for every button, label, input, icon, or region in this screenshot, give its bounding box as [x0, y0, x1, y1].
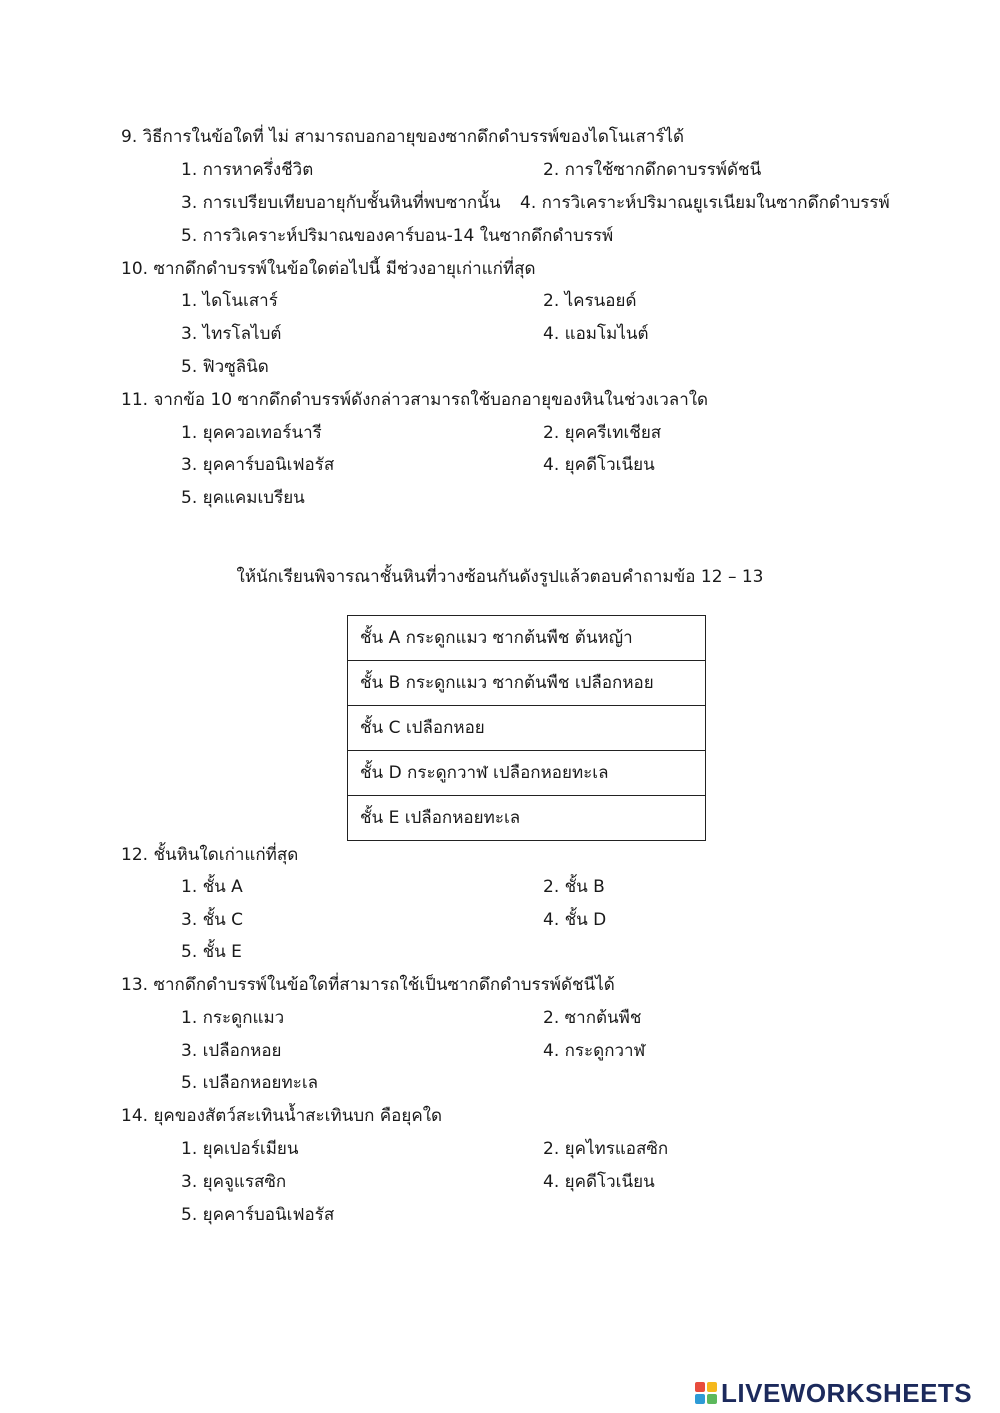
q11-choice-2: 2. ยุคครีเทเชียส: [543, 423, 662, 443]
q12-choice-1: 1. ชั้น A: [181, 877, 243, 897]
logo-square-2: [707, 1382, 717, 1392]
brand-text: LIVEWORKSHEETS: [721, 1377, 973, 1408]
q12-choice-3: 3. ชั้น C: [181, 910, 244, 930]
stratum-a: ชั้น A กระดูกแมว ซากต้นพืช ต้นหญ้า: [348, 616, 706, 661]
instruction-text: ให้นักเรียนพิจารณาชั้นหินที่วางซ้อนกันดังรูปแล้วตอบคำถามข้อ 12 – 13: [236, 567, 764, 587]
q10-choice-5: 5. ฟิวซูลินิด: [181, 357, 269, 377]
q10-choice-4: 4. แอมโมไนต์: [543, 324, 649, 344]
q10-choice-3: 3. ไทรโลไบต์: [181, 324, 282, 344]
q14-choice-1: 1. ยุคเปอร์เมียน: [181, 1139, 299, 1159]
q12-choice-4: 4. ชั้น D: [543, 910, 607, 930]
logo-square-3: [695, 1394, 705, 1404]
q9-choice-2: 2. การใช้ซากดึกดาบรรพ์ดัชนี: [543, 160, 762, 180]
q13-choice-1: 1. กระดูกแมว: [181, 1008, 285, 1028]
q9-choice-3: 3. การเปรียบเทียบอายุกับชั้นหินที่พบซากนั้น: [181, 193, 501, 213]
q9-choice-1: 1. การหาครึ่งชีวิต: [181, 160, 314, 180]
q11-choice-4: 4. ยุคดีโวเนียน: [543, 455, 655, 475]
question-11-text: 11. จากข้อ 10 ซากดึกดำบรรพ์ดังกล่าวสามารถใช้บอกอายุของหินในช่วงเวลาใด: [121, 390, 709, 410]
q9-choice-5: 5. การวิเคราะห์ปริมาณของคาร์บอน-14 ในซากดึกดำบรรพ์: [181, 226, 614, 246]
q11-choice-1: 1. ยุคควอเทอร์นารี: [181, 423, 322, 443]
question-13-text: 13. ซากดึกดำบรรพ์ในข้อใดที่สามารถใช้เป็นซากดึกดำบรรพ์ดัชนีได้: [121, 975, 615, 995]
question-10-text: 10. ซากดึกดำบรรพ์ในข้อใดต่อไปนี้ มีช่วงอายุเก่าแก่ที่สุด: [121, 259, 536, 279]
q13-choice-5: 5. เปลือกหอยทะเล: [181, 1073, 319, 1093]
logo-square-1: [695, 1382, 705, 1392]
q11-choice-5: 5. ยุคแคมเบรียน: [181, 488, 305, 508]
stratum-e: ชั้น E เปลือกหอยทะเล: [348, 796, 706, 841]
q14-choice-5: 5. ยุคคาร์บอนิเฟอรัส: [181, 1205, 335, 1225]
q10-choice-1: 1. ไดโนเสาร์: [181, 291, 278, 311]
q11-choice-3: 3. ยุคคาร์บอนิเฟอรัส: [181, 455, 335, 475]
liveworksheets-logo-icon: [695, 1382, 717, 1404]
question-14-text: 14. ยุคของสัตว์สะเทินน้ำสะเทินบก คือยุคใด: [121, 1106, 443, 1126]
stratum-c: ชั้น C เปลือกหอย: [348, 706, 706, 751]
q13-choice-4: 4. กระดูกวาฬ: [543, 1041, 646, 1061]
q9-choice-4: 4. การวิเคราะห์ปริมาณยูเรเนียมในซากดึกดำบรรพ์: [520, 193, 890, 213]
q12-choice-5: 5. ชั้น E: [181, 942, 242, 962]
rock-strata-table: [347, 615, 706, 841]
q13-choice-3: 3. เปลือกหอย: [181, 1041, 282, 1061]
q14-choice-3: 3. ยุคจูแรสซิก: [181, 1172, 287, 1192]
logo-square-4: [707, 1394, 717, 1404]
question-9-text: 9. วิธีการในข้อใดที่ ไม่ สามารถบอกอายุของซากดึกดำบรรพ์ของไดโนเสาร์ได้: [121, 127, 685, 147]
q13-choice-2: 2. ซากต้นพืช: [543, 1008, 642, 1028]
question-12-text: 12. ชั้นหินใดเก่าแก่ที่สุด: [121, 845, 299, 865]
stratum-b: ชั้น B กระดูกแมว ซากต้นพืช เปลือกหอย: [348, 661, 706, 706]
q14-choice-4: 4. ยุคดีโวเนียน: [543, 1172, 655, 1192]
q14-choice-2: 2. ยุคไทรแอสซิก: [543, 1139, 669, 1159]
q12-choice-2: 2. ชั้น B: [543, 877, 605, 897]
q10-choice-2: 2. ไครนอยด์: [543, 291, 637, 311]
liveworksheets-brand[interactable]: [695, 1378, 972, 1408]
stratum-d: ชั้น D กระดูกวาฬ เปลือกหอยทะเล: [348, 751, 706, 796]
